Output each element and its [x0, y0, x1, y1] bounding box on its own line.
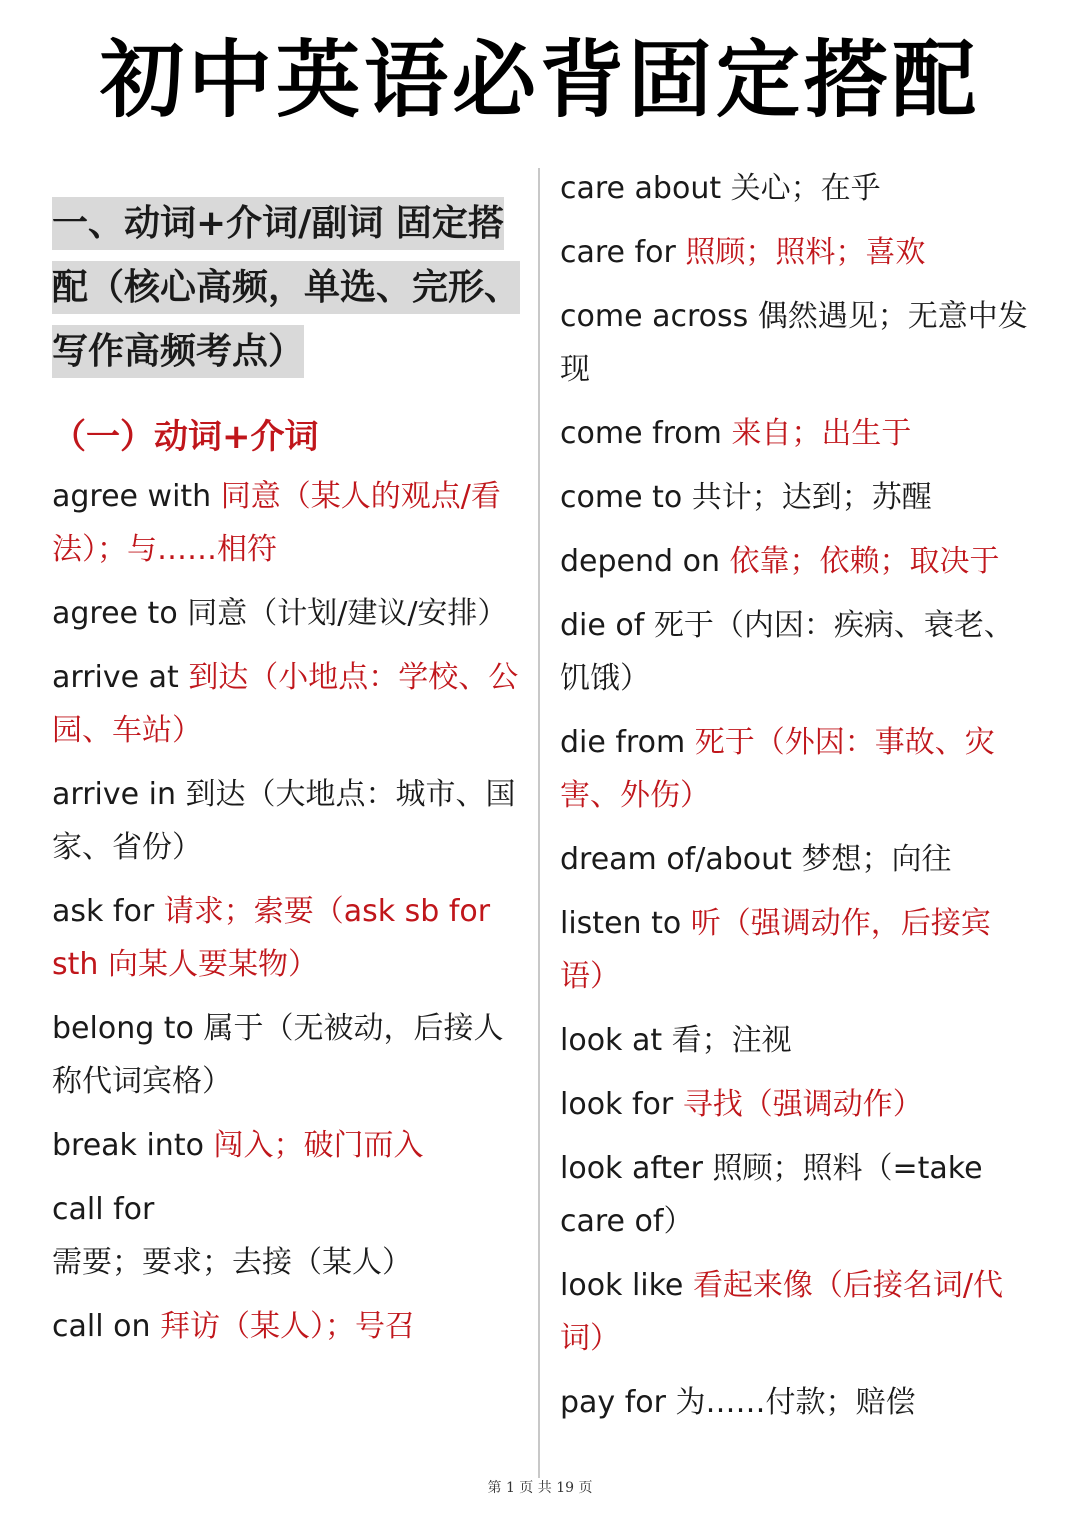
page-footer: 第 1 页 共 19 页	[487, 1480, 593, 1496]
phrase-english: dream of/about	[560, 842, 792, 877]
phrase-chinese: 关心；在乎	[730, 171, 881, 206]
phrase-english: come from	[560, 416, 722, 451]
phrase-entry	[560, 535, 1035, 588]
phrase-english: belong to	[52, 1011, 194, 1046]
phrase-entry	[560, 716, 1035, 822]
page-title: 初中英语必背固定搭配	[99, 31, 980, 129]
phrase-entry	[560, 1376, 1035, 1429]
phrase-chinese: 偶然遇见；无意中发现	[560, 299, 1028, 387]
phrase-chinese: 死于（内因：疾病、衰老、饥饿）	[560, 608, 1014, 696]
phrase-english: listen to	[560, 906, 682, 941]
phrase-english: pay for	[560, 1385, 666, 1420]
phrase-english: call for	[52, 1192, 155, 1227]
phrase-english: look at	[560, 1023, 663, 1058]
phrase-entry	[560, 290, 1035, 396]
phrase-entry	[52, 1300, 522, 1353]
phrase-english: agree to	[52, 596, 178, 631]
phrase-chinese: 听（强调动作，后接宾语）	[560, 906, 991, 994]
phrase-chinese: 死于（外因：事故、灾害、外伤）	[560, 725, 995, 813]
phrase-english: call on	[52, 1309, 151, 1344]
phrase-english: care for	[560, 235, 676, 270]
phrase-entry	[52, 768, 522, 874]
column-divider	[538, 168, 540, 1478]
phrase-chinese: 请求；索要（ask sb for sth 向某人要某物）	[52, 894, 491, 982]
phrase-english: look for	[560, 1087, 674, 1122]
phrase-entry	[560, 1014, 1035, 1067]
phrase-chinese: 属于（无被动，后接人称代词宾格）	[52, 1011, 504, 1099]
right-column	[560, 162, 1035, 1440]
right-entry-list	[560, 162, 1035, 1429]
phrase-entry	[560, 407, 1035, 460]
phrase-english: arrive in	[52, 777, 176, 812]
phrase-chinese: 同意（计划/建议/安排）	[187, 596, 508, 631]
phrase-chinese: 看起来像（后接名词/代词）	[560, 1268, 1004, 1356]
phrase-chinese: 看；注视	[671, 1023, 792, 1058]
phrase-chinese: 梦想；向往	[801, 842, 952, 877]
phrase-english: arrive at	[52, 660, 179, 695]
phrase-english: depend on	[560, 544, 720, 579]
phrase-entry	[560, 226, 1035, 279]
phrase-chinese: 共计；达到；苏醒	[691, 480, 932, 515]
phrase-chinese: 同意（某人的观点/看法）；与……相符	[52, 479, 501, 567]
phrase-entry	[52, 1002, 522, 1108]
phrase-entry	[560, 833, 1035, 886]
phrase-english: come to	[560, 480, 683, 515]
left-entry-list	[52, 470, 522, 1353]
phrase-english: look like	[560, 1268, 684, 1303]
phrase-chinese: 到达（小地点：学校、公园、车站）	[52, 660, 519, 748]
phrase-english: look after	[560, 1151, 703, 1186]
phrase-entry	[52, 587, 522, 640]
phrase-chinese: 照顾；照料；喜欢	[685, 235, 926, 270]
phrase-entry	[560, 897, 1035, 1003]
section-heading-text: 一、动词+介词/副词 固定搭配（核心高频，单选、完形、写作高频考点）	[52, 197, 520, 378]
phrase-chinese: 需要；要求；去接（某人）	[52, 1245, 412, 1280]
sub-heading: （一）动词+介词	[52, 417, 319, 457]
phrase-english: die of	[560, 608, 645, 643]
phrase-chinese: 依靠；依赖；取决于	[729, 544, 1000, 579]
phrase-entry	[560, 599, 1035, 705]
phrase-chinese: 拜访（某人）；号召	[160, 1309, 415, 1344]
section-heading	[52, 192, 522, 384]
phrase-chinese: 来自；出生于	[731, 416, 912, 451]
phrase-english: break into	[52, 1128, 204, 1163]
phrase-english: agree with	[52, 479, 212, 514]
phrase-english: die from	[560, 725, 686, 760]
phrase-entry	[560, 1078, 1035, 1131]
phrase-chinese: 寻找（强调动作）	[682, 1087, 923, 1122]
phrase-chinese: 照顾；照料（=take care of）	[560, 1151, 983, 1239]
phrase-entry	[52, 885, 522, 991]
phrase-english: ask for	[52, 894, 155, 929]
phrase-entry	[560, 1142, 1035, 1248]
left-column	[52, 162, 522, 1364]
phrase-chinese: 闯入；破门而入	[213, 1128, 424, 1163]
phrase-entry	[560, 162, 1035, 215]
phrase-chinese: 为……付款；赔偿	[675, 1385, 916, 1420]
phrase-entry	[52, 470, 522, 576]
phrase-entry	[52, 1119, 522, 1172]
phrase-entry	[52, 1183, 522, 1289]
phrase-entry	[560, 471, 1035, 524]
phrase-entry	[560, 1259, 1035, 1365]
phrase-chinese: 到达（大地点：城市、国家、省份）	[52, 777, 516, 865]
phrase-english: care about	[560, 171, 722, 206]
phrase-entry	[52, 651, 522, 757]
phrase-english: come across	[560, 299, 749, 334]
